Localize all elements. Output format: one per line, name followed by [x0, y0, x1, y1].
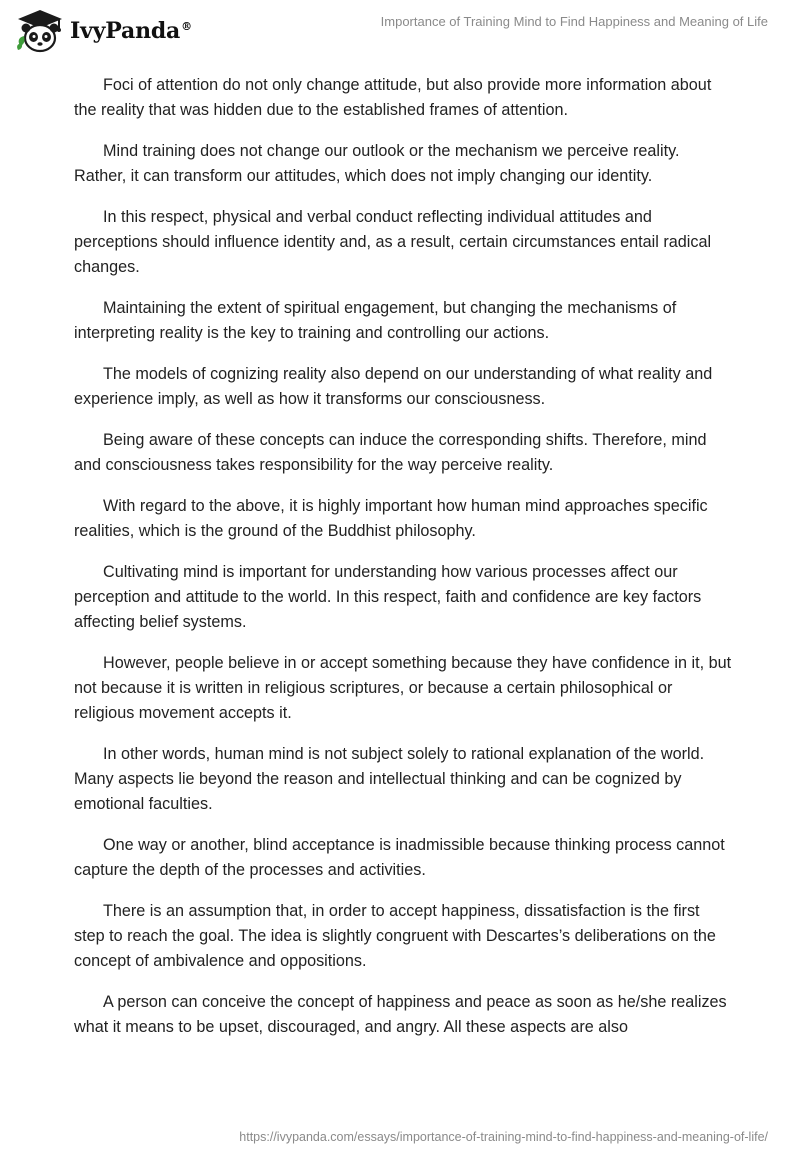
registered-mark: ®	[181, 19, 192, 33]
paragraph: Maintaining the extent of spiritual engagement, but changing the mechanisms of interpreting reality is the key to training and controlling our actions.	[74, 299, 677, 342]
paragraph: One way or another, blind acceptance is inadmissible because thinking process cannot capture the depth of the processes and activities.	[74, 836, 725, 879]
page-header	[0, 0, 800, 60]
panda-graduate-icon	[14, 8, 66, 54]
paragraph: Cultivating mind is important for understanding how various processes affect our perception and attitude to the world. In this respect, faith and confidence are key factors affecting belief systems.	[74, 563, 702, 631]
brand-label: IvyPanda	[70, 18, 181, 44]
paragraph: In this respect, physical and verbal conduct reflecting individual attitudes and perceptions should influence identity and, as a result, certain circumstances entail radical changes.	[74, 208, 712, 276]
paragraph: A person can conceive the concept of happiness and peace as soon as he/she realizes what it means to be upset, discouraged, and angry. All these aspects are also	[74, 993, 727, 1036]
paragraph: Mind training does not change our outlook or the mechanism we perceive reality. Rather, it can transform our attitudes, which does not imply changing our identity.	[74, 142, 680, 185]
essay-body	[74, 73, 734, 1056]
paragraph: With regard to the above, it is highly important how human mind approaches specific realities, which is the ground of the Buddhist philosophy.	[74, 497, 708, 540]
brand-name	[70, 18, 192, 44]
paragraph: There is an assumption that, in order to accept happiness, dissatisfaction is the first step to reach the goal. The idea is slightly congruent with Descartes’s deliberations on the concept of ambivalence and oppositions.	[74, 902, 716, 970]
ivypanda-logo[interactable]	[14, 8, 192, 54]
paragraph: Being aware of these concepts can induce the corresponding shifts. Therefore, mind and consciousness takes responsibility for the way perceive reality.	[74, 431, 707, 474]
source-url[interactable]: https://ivypanda.com/essays/importance-of-training-mind-to-find-happiness-and-meaning-of-life/	[239, 1130, 768, 1144]
paragraph: However, people believe in or accept something because they have confidence in it, but not because it is written in religious scriptures, or because a certain philosophical or religious movement accepts it.	[74, 654, 732, 722]
paragraph: The models of cognizing reality also depend on our understanding of what reality and experience imply, as well as how it transforms our consciousness.	[74, 365, 713, 408]
document-title: Importance of Training Mind to Find Happiness and Meaning of Life	[380, 14, 768, 29]
paragraph: Foci of attention do not only change attitude, but also provide more information about the reality that was hidden due to the established frames of attention.	[74, 76, 712, 119]
paragraph: In other words, human mind is not subject solely to rational explanation of the world. Many aspects lie beyond the reason and intellectual thinking and can be cognized by emotional faculties.	[74, 745, 705, 813]
